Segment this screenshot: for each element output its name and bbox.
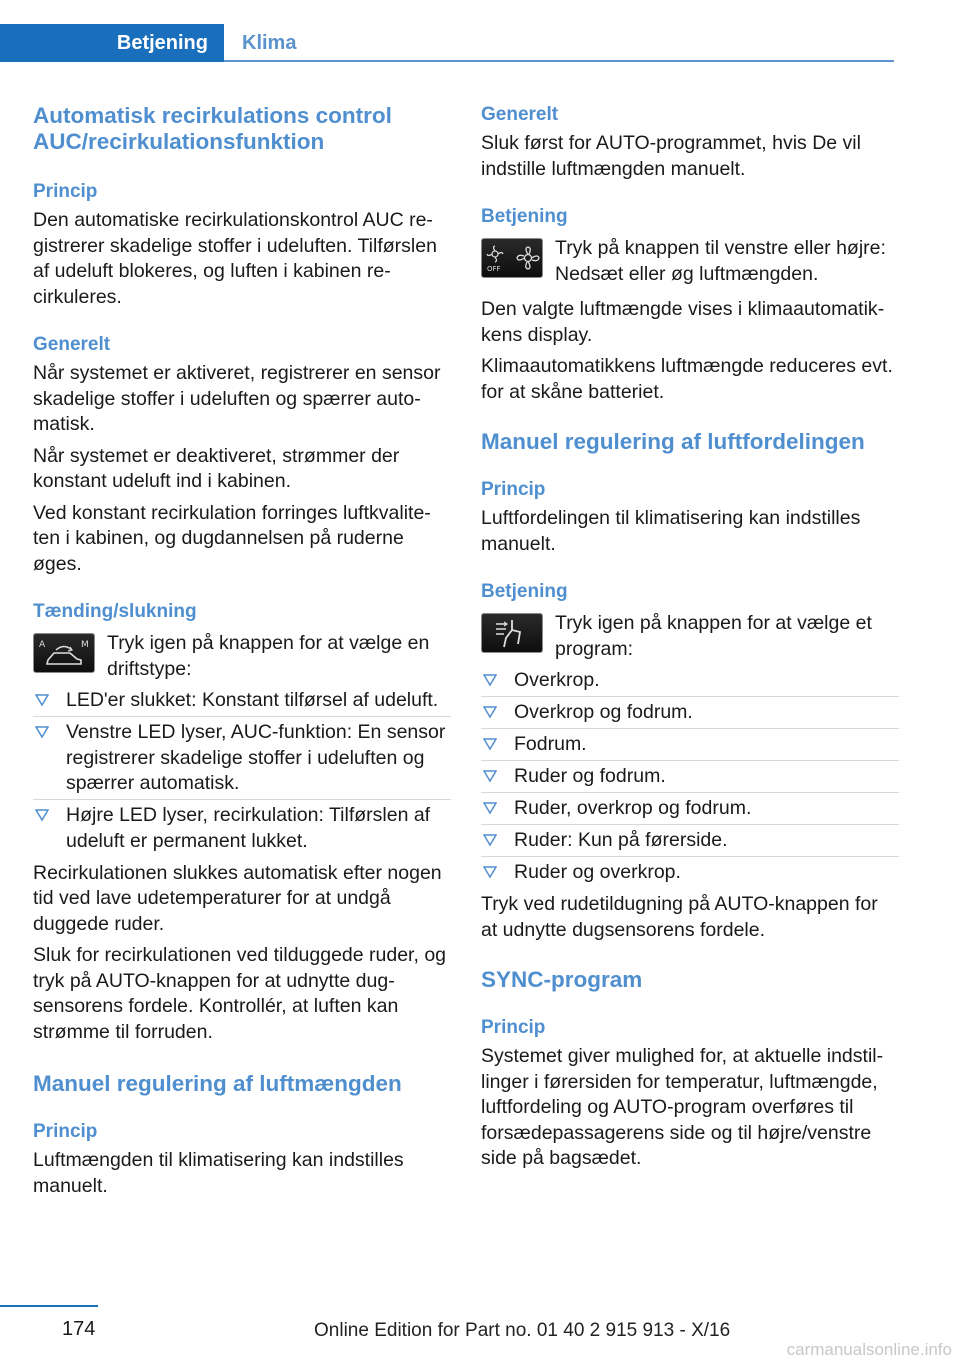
betjening-2-instruction [481,611,899,662]
subheading-betjening-2: Betjening [481,581,568,602]
air-distribution-button-icon [481,613,543,653]
header-rule [224,60,894,62]
paragraph-princip: Den automatiske recirkulationskontrol AUC registrerer skadelige stoffer i udeluften. Tilførslen af udeluft blokeres, og luften i kabinen recirkuleres. [33,209,437,308]
triangle-bullet-icon [483,705,497,719]
fan-off-label: OFF [487,265,501,273]
list-item [481,796,899,822]
triangle-bullet-icon [35,808,49,822]
paragraph-generelt-right: Sluk først for AUTO-programmet, hvis De vil indstille luftmængden manuelt. [481,132,861,180]
list-item [481,764,899,790]
list-item [33,803,451,854]
list-item [481,700,899,726]
section-heading-sync: SYNC-program [481,967,643,992]
subheading-princip: Princip [33,181,98,202]
paragraph-right-2: Klimaautomatikkens luftmængde reduceres evt. for at skåne batteriet. [481,355,893,403]
subheading-taending: Tænding/slukning [33,601,197,622]
taending-instruction [33,631,451,682]
paragraph-generelt-2: Når systemet er deaktiveret, strømmer der konstant udeluft ind i kabinen. [33,444,400,492]
list-item [481,828,899,854]
list-item-text: Ruder, overkrop og fodrum. [514,797,752,819]
subheading-princip-sync: Princip [481,1017,546,1038]
footer-rule [0,1305,98,1307]
triangle-bullet-icon [483,737,497,751]
list-item-text: Venstre LED lyser, AUC-funktion: En sensor registrerer skadelige stoffer i udeluften og spærrer automatisk. [66,721,446,794]
betjening-2-text: Tryk igen på knappen for at vælge et program: [555,612,872,660]
subheading-generelt-right: Generelt [481,104,559,125]
subheading-princip-right: Princip [481,479,546,500]
tab-klima[interactable]: Klima [242,31,297,54]
list-item [481,860,899,886]
betjening-instruction [481,236,899,287]
paragraph-right-3: Tryk ved rudetildugning på AUTO-knappen for at udnytte dugsensorens fordele. [481,893,878,941]
chapter-header [0,24,894,62]
triangle-bullet-icon [483,865,497,879]
list-item-text: Ruder: Kun på førerside. [514,829,728,851]
fan-speed-button-icon [481,238,543,278]
paragraph-princip-2: Luftmængden til klimatisering kan indstilles manuelt. [33,1149,404,1197]
list-item-text: Ruder og overkrop. [514,861,681,883]
left-column [33,100,451,1205]
list-item-text: Fodrum. [514,733,587,755]
triangle-bullet-icon [483,673,497,687]
tab-betjening[interactable]: Betjening [0,24,224,62]
svg-text:M: M [81,640,89,650]
air-distribution-programs-list [481,668,899,886]
paragraph-princip-right: Luftfordelingen til klimatisering kan indstilles manuelt. [481,507,861,555]
section-heading-auc: Automatisk recirkulations control AUC/recirkulationsfunktion [33,103,392,154]
paragraph-sync: Systemet giver mulighed for, at aktuelle indstillinger i førersiden for temperatur, luftmængde, luftfordeling og AUTO-program overføres til forsædepassagerens side og til højre/venstre side på bagsædet. [481,1045,884,1169]
page-number: 174 [62,1318,96,1340]
paragraph-generelt-3: Ved konstant recirkulation forringes luftkvaliteten i kabinen, og dugdannelsen på ruderne øges. [33,501,431,575]
list-item-text: Overkrop og fodrum. [514,701,693,723]
list-item-text: Ruder og fodrum. [514,765,666,787]
right-column [481,100,899,1178]
triangle-bullet-icon [483,769,497,783]
subheading-princip-2: Princip [33,1121,98,1142]
watermark: carmanualsonline.info [786,1340,952,1359]
list-item [481,732,899,758]
paragraph-right-1: Den valgte luftmængde vises i klimaautomatikkens display. [481,298,885,346]
list-item-text: Overkrop. [514,669,600,691]
list-item [481,668,899,694]
taending-text: Tryk igen på knappen for at vælge en driftstype: [107,632,430,680]
section-heading-luftfordelingen: Manuel regulering af luftfordelingen [481,429,865,454]
list-item [33,688,451,714]
triangle-bullet-icon [35,725,49,739]
paragraph-after-2: Sluk for recirkulationen ved tilduggede ruder, og tryk på AUTO-knappen for at udnytte dugsensorens fordele. Kontrollér, at luften kan strømme til forruden. [33,944,447,1043]
section-heading-luftmaengden: Manuel regulering af luftmængden [33,1071,402,1096]
list-item [33,720,451,797]
triangle-bullet-icon [35,693,49,707]
betjening-text: Tryk på knappen til venstre eller højre: Nedsæt eller øg luftmængden. [555,237,886,285]
recirculation-button-icon [33,633,95,673]
triangle-bullet-icon [483,801,497,815]
operating-modes-list [33,688,451,854]
svg-text:A: A [39,640,46,650]
subheading-generelt: Generelt [33,334,111,355]
paragraph-generelt-1: Når systemet er aktiveret, registrerer en sensor skadelige stoffer i udeluften og spærrer automatisk. [33,362,441,435]
list-item-text: Højre LED lyser, recirkulation: Tilførslen af udeluft er permanent lukket. [66,804,431,852]
subheading-betjening: Betjening [481,206,568,227]
paragraph-after-1: Recirkulationen slukkes automatisk efter nogen tid ved lave udetemperaturer for at undgå duggede ruder. [33,861,442,935]
list-item-text: LED'er slukket: Konstant tilførsel af udeluft. [66,689,439,711]
edition-text: Online Edition for Part no. 01 40 2 915 913 - X/16 [314,1320,731,1341]
triangle-bullet-icon [483,833,497,847]
